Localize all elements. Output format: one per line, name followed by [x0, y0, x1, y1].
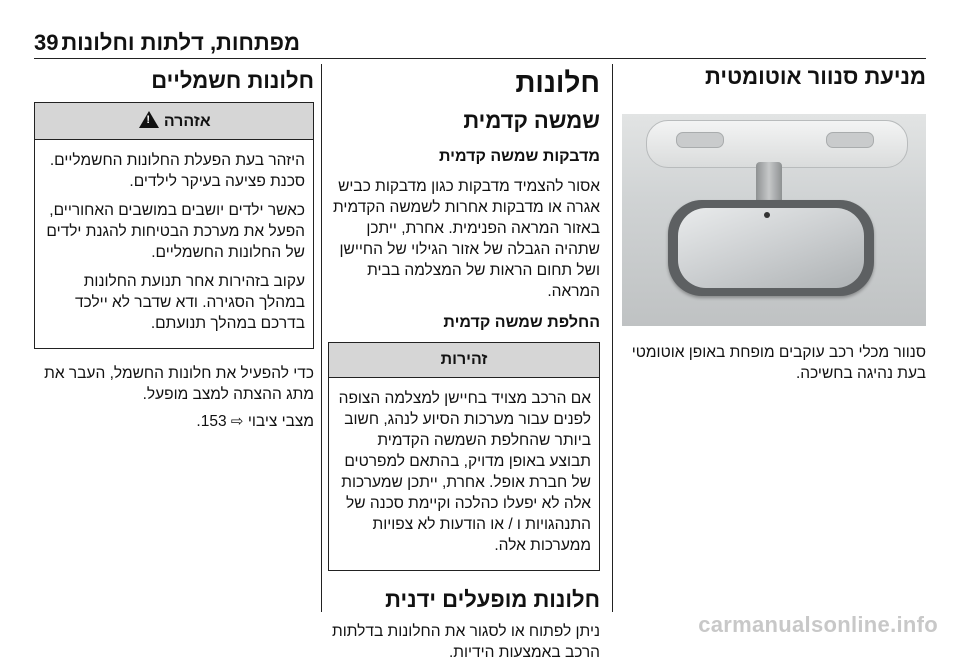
rearview-mirror-photo	[622, 114, 926, 326]
column-divider	[612, 64, 613, 612]
section-heading: חלונות חשמליים	[151, 68, 314, 93]
column-middle	[328, 58, 600, 669]
subsection-heading: החלפת שמשה קדמית	[443, 314, 600, 331]
subsection-heading: מדבקות שמשה קדמית	[439, 148, 600, 165]
warning-paragraph: היזהר בעת הפעלת החלונות החשמליים. סכנת פציעה בעיקר לילדים.	[49, 152, 305, 190]
page-number: 39	[34, 30, 59, 55]
paragraph: כדי להפעיל את חלונות החשמל, העבר את מתג ההצתה למצב מופעל.	[44, 365, 314, 403]
paragraph: ניתן לפתוח או לסגור את החלונות בדלתות הרכב באמצעות הידיות.	[332, 623, 600, 661]
warning-paragraph: כאשר ילדים יושבים במושבים האחוריים, הפעל את מערכת הבטיחות להגנת ילדים של החלונות החשמליים.	[46, 202, 305, 261]
warning-triangle-icon	[139, 111, 159, 128]
running-title: מפתחות, דלתות וחלונות	[61, 30, 300, 55]
page-reference-arrow-icon: ⇨	[230, 413, 244, 430]
subsection-heading: שמשה קדמית	[463, 108, 600, 133]
caution-text: אם הרכב מצויד בחיישן למצלמה הצופה לפנים עבור מערכות הסיוע לנהג, חשוב ביותר שהחלפת השמשה הקדמית תבוצע באופן מדויק, בהתאם למפרטים של חברת אופל. אחרת, ייתכן שמערכות אלה לא יפעלו כהלכה וקיימת סכנה של התנהגויות ו / או הודעות לא צפויות ממערכות אלה.	[338, 390, 591, 554]
column-divider	[321, 64, 322, 612]
column-right	[622, 58, 926, 390]
reference-label: מצבי ציבוי	[247, 413, 314, 430]
section-heading: חלונות	[515, 67, 600, 98]
column-left	[34, 58, 314, 438]
image-caption: סנוור מכלי רכב עוקבים מופחת באופן אוטומטי בעת נהיגה בחשיכה.	[631, 344, 926, 382]
warning-paragraph: עקוב בזהירות אחר תנועת החלונות במהלך הסגירה. ודא שדבר לא יילכד בדרכם במהלך תנועתם.	[75, 273, 305, 332]
subsection-heading: חלונות מופעלים ידנית	[385, 587, 600, 612]
cross-reference[interactable]: מצבי ציבוי ⇨ 153.	[196, 413, 314, 430]
warning-title: אזהרה	[163, 113, 211, 130]
caution-box	[328, 342, 600, 571]
watermark: carmanualsonline.info	[698, 612, 938, 637]
light-sensor	[764, 212, 770, 218]
reference-page: 153	[200, 413, 227, 430]
paragraph: אסור להצמיד מדבקות כגון מדבקות כביש אגרה או מדבקות אחרות לשמשה הקדמית באזור המראה הפנימית. אחרת, ייתכן שתהיה הגבלה של אזור הגילוי של החיישן ושל תחום הראות של המצלמה בבית המראה.	[333, 178, 600, 300]
caution-title: זהירות	[329, 343, 599, 378]
warning-box	[34, 102, 314, 349]
section-heading: מניעת סנוור אוטומטית	[704, 64, 926, 89]
